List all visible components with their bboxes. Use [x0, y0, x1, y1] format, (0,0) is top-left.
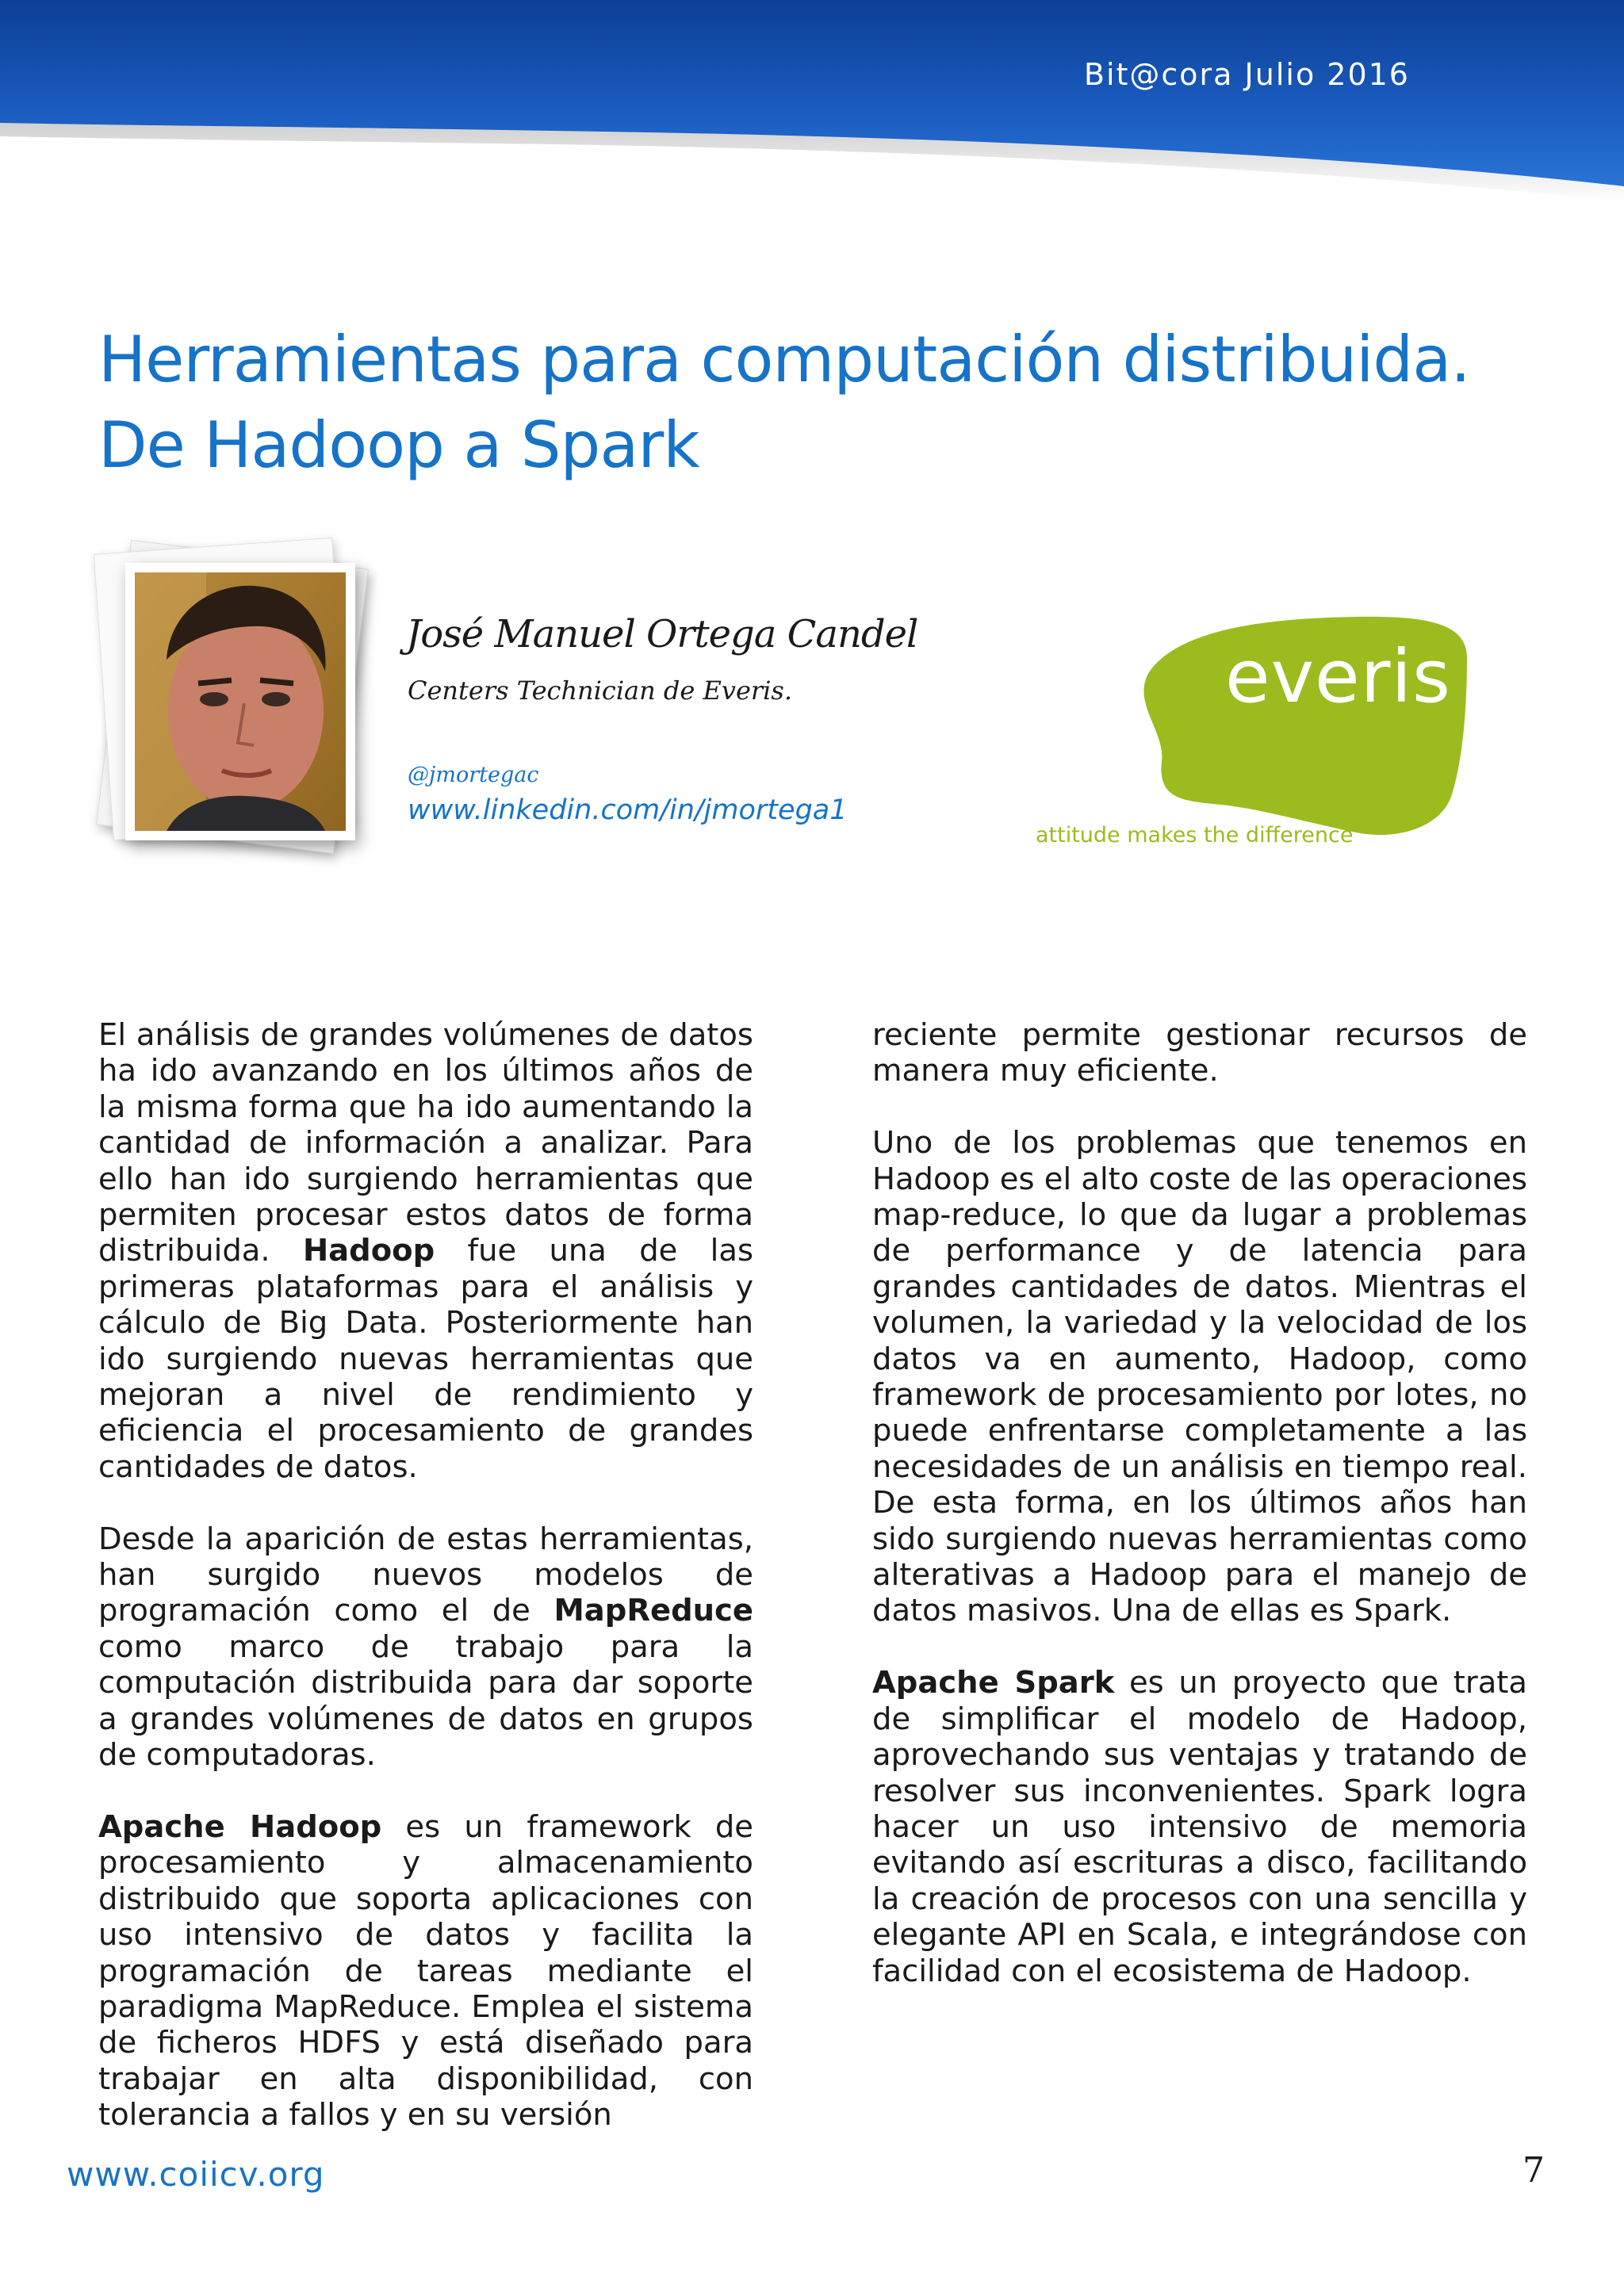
paragraph: El análisis de grandes volúmenes de datos ha ido avanzando en los últimos años de la misma forma que ha ido aumentando la cantidad de información a analizar. Para ello han ido surgiendo herramientas que permiten procesar estos datos de forma distribuida. Hadoop fue una de las primeras plataformas para el análisis y cálculo de Big Data. Posteriormente han ido surgiendo nuevas herramientas que mejoran a nivel de rendimiento y eficiencia el procesamiento de grandes cantidades de datos. — [98, 1017, 753, 1485]
portrait-image — [135, 572, 346, 831]
header-band — [0, 0, 1624, 206]
paragraph: Desde la aparición de estas herramientas, han surgido nuevos modelos de programación como el de MapReduce como marco de trabajo para la computación distribuida para dar soporte a grandes volúmenes de datos en grupos de computadoras. — [98, 1521, 753, 1774]
article-title-line2: De Hadoop a Spark — [98, 408, 699, 482]
paragraph: Apache Spark es un proyecto que trata de simplificar el modelo de Hadoop, aprovechando sus ventajas y tratando de resolver sus inconvenientes. Spark logra hacer un uso intensivo de memoria evitando así escrituras a disco, facilitando la creación de procesos con una sencilla y elegante API en Scala, e integrándose con facilidad con el ecosistema de Hadoop. — [872, 1665, 1527, 1989]
paragraph: Uno de los problemas que tenemos en Hadoop es el alto coste de las operaciones map-reduce, lo que da lugar a problemas de performance y de latencia para grandes cantidades de datos. Mientras el volumen, la variedad y la velocidad de los datos va en aumento, Hadoop, como framework de procesamiento por lotes, no puede enfrentarse completamente a las necesidades de un análisis en tiempo real. De esta forma, en los últimos años han sido surgiendo nuevas herramientas como alterativas a Hadoop para el manejo de datos masivos. Una de ellas es Spark. — [872, 1125, 1527, 1629]
footer-website-link[interactable]: www.coiicv.org — [67, 2155, 325, 2194]
author-photo — [95, 539, 381, 872]
page-number: 7 — [1522, 2150, 1545, 2191]
article-title-line1: Herramientas para computación distribuida. — [98, 323, 1470, 396]
everis-logo-wordmark: everis — [1225, 634, 1451, 719]
author-linkedin-link[interactable]: www.linkedin.com/in/jmortega1 — [408, 794, 848, 826]
paragraph: Apache Hadoop es un framework de procesamiento y almacenamiento distribuido que soporta aplicaciones con uso intensivo de datos y facilita la programación de tareas mediante el paradigma MapReduce. Emplea el sistema de ficheros HDFS y está diseñado para trabajar en alta disponibilidad, con tolerancia a fallos y en su versión — [98, 1808, 753, 2133]
body-column-left — [98, 1017, 753, 2169]
everis-logo-tagline: attitude makes the difference — [1036, 823, 1354, 848]
issue-label: Bit@cora Julio 2016 — [1083, 57, 1410, 92]
body-column-right — [872, 1017, 1527, 2025]
author-name: José Manuel Ortega Candel — [406, 612, 918, 656]
author-role: Centers Technician de Everis. — [408, 675, 792, 706]
photo-frame-front — [125, 563, 355, 840]
everis-logo — [1023, 603, 1483, 856]
author-twitter-link[interactable]: @jmortegac — [408, 763, 539, 787]
paragraph: reciente permite gestionar recursos de manera muy eficiente. — [872, 1017, 1527, 1089]
article-title — [98, 317, 1526, 488]
